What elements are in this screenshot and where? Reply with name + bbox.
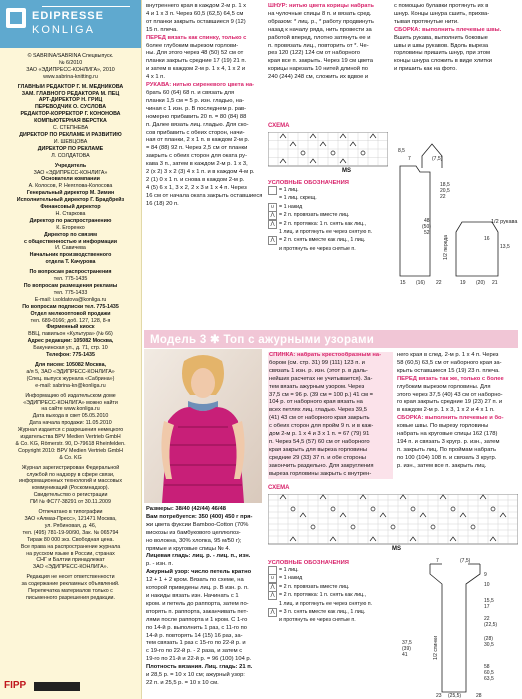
imprint-line: «ЭДИПРЕСС-КОНЛИГА» можно найти — [23, 399, 118, 406]
col2_mid-line: п. Через 54,5 (57) 60 см от наборного — [269, 438, 370, 445]
imprint-line: Журнал зарегистрирован Федеральной — [21, 464, 120, 471]
imprint-line: Редакция не несет ответственности — [26, 574, 115, 581]
legend-row — [268, 211, 394, 219]
svg-text:52: 52 — [424, 230, 430, 236]
col3_top-line: горловины пришить шнур, при этом — [394, 50, 490, 57]
imprint-line: Исполнительный директор Г. Брадбрейз — [16, 197, 125, 204]
col2_mid-line: 104 р. от наборного края вязать на — [269, 399, 363, 406]
col1_top-line: 15 п. плеча. — [146, 26, 178, 33]
imprint-line: Отдел мелкооптовой продажи — [30, 310, 111, 317]
imprint-line: Основатели компании — [41, 176, 100, 183]
imprint-line: E-mail: i.soldatova@konliga.ru — [34, 296, 107, 303]
publisher-logo-band — [0, 0, 141, 48]
col2_mid-line: 37,5 см = 96 р. (39 см = 100 р.) 41 см = — [269, 391, 373, 398]
knit-chart-1 — [268, 132, 388, 172]
imprint-line: Тираж 80 000 экз. Свободная цена. — [27, 536, 114, 543]
legend-text: = 2 п. протяжка: 1 п. снять как лиц., — [279, 220, 367, 227]
col1_top-line: 4 (5) 6 х 1, 3 х 2, 2 х 3 и 1 х 4 п. Через — [146, 184, 247, 191]
imprint-line: С. СТЕПНЕВА — [52, 125, 89, 132]
imprint-line: Генеральный директор М. Зимин — [26, 190, 115, 197]
spec-line: лями после раппорта и 1 кром. С 1-го — [146, 616, 248, 623]
col1_top-line: планки закрыть средние 17 (19) 21 п. — [146, 58, 247, 65]
imprint-line: Перепечатка материалов только с — [28, 588, 113, 595]
col1_top-line: 16 см от начала окатa закрыть оставшиеся — [146, 192, 263, 199]
col3_mid-line: го края закрыть средние 19 (23) 27 п. и — [397, 399, 503, 406]
col2_mid-line: дом 2-м р. 1 х 4 и 3 х 1 п. = 67 (79) 91 — [269, 431, 370, 438]
imprint-line: АРТ-ДИРЕКТОР Н. ГРИЦ — [38, 97, 103, 104]
svg-text:48: 48 — [424, 218, 430, 224]
svg-text:(50): (50) — [422, 224, 431, 230]
imprint-line: РЕДАКТОР-КОРРЕКТОР Г. КОНОНОВА — [20, 111, 121, 118]
legend-text: 1 лиц. и протянуть ее через снятую п. — [279, 600, 373, 607]
imprint-line: тел. (495) 781-19-90/90, Зак. № 065794 — [22, 529, 119, 536]
legend-row — [268, 236, 394, 244]
spec-line: по 14-й р. выполнить 1 раз, с 11-го по — [146, 624, 247, 631]
col1_top-line: 2 (1) 0 х 1 п. и снова в каждом 2-м р. — [146, 176, 245, 183]
col1_top-line: планки 1,5 см = 5 р. изн. гладью, на- — [146, 97, 245, 104]
legend-symbol-icon: ∪ — [268, 574, 277, 583]
text-column-1 — [146, 3, 264, 209]
imprint-line: Л. СОЛДАТОВА — [51, 152, 90, 159]
legend-2 — [268, 560, 398, 625]
legend-row — [268, 608, 398, 616]
imprint-line: Телефон: 775-1435 — [46, 352, 95, 359]
legend-symbol-icon: ⋀ — [268, 608, 277, 617]
publisher-logo-icon — [6, 8, 26, 28]
svg-text:(28): (28) — [484, 636, 493, 642]
imprint-line: информационных технологий и массовых — [18, 478, 123, 485]
svg-text:(16): (16) — [416, 280, 425, 286]
col1_top-line: РУКАВА: нитью сиреневого цвета на- — [146, 82, 255, 89]
svg-text:28: 28 — [476, 693, 482, 698]
imprint-line: Н. Старкова — [55, 210, 86, 217]
col1_top-line: кава 3 п., затем в каждом 2-м р. 1 х 3, — [146, 161, 248, 168]
svg-text:15,5: 15,5 — [484, 598, 494, 604]
svg-text:(25,5): (25,5) — [448, 693, 462, 698]
legend-row — [268, 245, 394, 253]
svg-text:(7,5): (7,5) — [432, 156, 443, 162]
svg-text:37,5: 37,5 — [402, 640, 412, 646]
col1_top-line: более глубоким вырезом горлови- — [146, 42, 239, 49]
svg-text:(7,5): (7,5) — [460, 558, 471, 564]
col2_mid-line: нейших расчетах не учитывается). За- — [269, 375, 373, 382]
col1_top-line: от планки закрыть оставшиеся 9 (12) — [146, 18, 246, 25]
col3_mid-line: набрать на круговые спицы 162 (178) — [397, 431, 498, 438]
col3_mid-line: по 100 (104) 108 п. и связать 3 кругр. — [397, 454, 497, 461]
svg-text:41: 41 — [402, 652, 408, 658]
imprint-line: А. Колосов, Р. Неяглова-Колосова — [28, 183, 113, 190]
svg-text:20,5: 20,5 — [440, 188, 450, 194]
imprint-line: ПИ № ФС77-38291 от 30.11.2009 — [30, 499, 111, 506]
svg-text:30,5: 30,5 — [484, 642, 494, 648]
col2_mid-line: всех петлях лиц. гладью. Через 39,5 — [269, 407, 367, 414]
col2_mid-line: средние 29 (33) 37 п. и обе стороны — [269, 454, 366, 461]
col1_top-line: чиная с 1 изн. р. В последнем р. рав- — [146, 105, 247, 112]
svg-text:22: 22 — [484, 616, 490, 622]
legend-text: = 1 лиц. скрещ. — [279, 195, 317, 202]
col1_top-line: и затем в каждом 2-м р. 1 х 4, 1 х 2 и — [146, 66, 246, 73]
svg-text:21: 21 — [492, 280, 498, 286]
spec-line: но волокна, 30% хлопка, 95 м/50 г); — [146, 537, 242, 544]
spec-line: р. - изн. п. — [146, 561, 174, 568]
model-3-banner — [144, 330, 518, 348]
col3_mid-line: 58 (60,5) 63,5 см от наборного края за- — [397, 359, 502, 366]
imprint-line: & Co. KG, Römerstr. 90, D-79618 Rheinfelden. — [15, 440, 126, 447]
schema-label-1: СХЕМА — [268, 123, 290, 129]
bottom-logos — [4, 680, 136, 694]
legend-row — [268, 600, 398, 608]
sleeve-label: 1/2 рукава — [491, 219, 518, 225]
legend-symbol-icon: ∪ — [268, 203, 277, 212]
col1_top-line: внутреннего края в каждом 2-м р. 1 х — [146, 3, 247, 9]
col3_mid-line: 194 п. и связать 3 кругр. р. изн., затем — [397, 438, 500, 445]
imprint-line: тел. 775-1433 — [53, 289, 88, 296]
col3_top-line: шнур. Концы шнура сшить, прихва- — [394, 10, 490, 17]
imprint-line: на сайте www.konliga.ru — [41, 406, 100, 413]
legend-row — [268, 566, 398, 574]
col3_top-line: швы и швы рукавов. Вдоль выреза — [394, 42, 489, 49]
col1_top-line: сов прибавить с обеих сторон, начи- — [146, 129, 245, 136]
legend-title-1: УСЛОВНЫЕ ОБОЗНАЧЕНИЯ — [268, 180, 349, 186]
col1_top-line: ны. Для этого через 48 (50) 52 см от — [146, 50, 244, 57]
col1_top-line: 4 х 1 п. — [146, 74, 165, 81]
spec-line: вискозы из бамбукового целлюлоз- — [146, 529, 241, 536]
spec-line: которой приведены лиц. р. В изн. р. п. — [146, 585, 249, 592]
barcode-logo-icon — [34, 682, 80, 691]
svg-text:22: 22 — [440, 194, 446, 200]
imprint-line: Для писем: 105082 Москва, — [34, 361, 107, 368]
col3_mid-line: него края в след. 2-м р. 1 х 4 п. Через — [397, 352, 499, 358]
half-back-label: 1/2 спинки — [433, 635, 439, 660]
legend-row — [268, 203, 394, 211]
col2_top-line: образом: * лиц. р., * работу продвинуть — [268, 18, 374, 25]
col3_top-line: и пришить как на фото. — [394, 66, 457, 73]
svg-text:(20): (20) — [476, 280, 485, 286]
spec-line: 12 + 1 + 2 кром. Вязать по схеме, на — [146, 577, 244, 584]
svg-text:58: 58 — [484, 664, 490, 670]
svg-text:15: 15 — [400, 280, 406, 286]
imprint-line: с общественностью и информации — [23, 238, 117, 245]
spec-line: жи цвета фуксии Bamboo-Cotton (70% — [146, 521, 249, 528]
spec-line: вторять п. раппорта, заканчивать пет- — [146, 608, 249, 615]
imprint-line: По вопросам распространения — [29, 269, 112, 276]
col3_top-line: СБОРКА: выполнить плечевые швы. — [394, 26, 502, 33]
imprint-line: ПЕРЕВОДЧИК О. СУСЛОВА — [34, 104, 107, 111]
imprint-line: ГЛАВНЫЙ РЕДАКТОР Г. М. МЕДНИКОВА — [17, 83, 124, 90]
col1_top-line: номерно прибавить 20 п. = 80 (84) 88 — [146, 113, 247, 120]
spec-line: и 28,5 р. = 10 х 10 см; ажурный узор: — [146, 672, 245, 679]
col1_top-line: ная от планки, 2 х 1 п. в каждом 2-м р. — [146, 137, 250, 144]
col3_mid-line: п. закрыть лиц. По проймам набрать — [397, 446, 496, 453]
imprint-line: отдела Т. Качурова — [45, 259, 96, 266]
imprint-line: По вопросам размещения рекламы — [23, 283, 118, 289]
col2_mid-line: края закрыть для выреза горловины — [269, 446, 367, 453]
imprint-line: e-mail: sabrina-kn@konliga.ru — [35, 382, 106, 389]
specs-column — [146, 506, 264, 688]
imprint-line: Copyright 2010: BPV Medien Vertrieb GmbH — [18, 447, 123, 454]
col3_top-line: Вшить рукава, выполнить боковые — [394, 34, 488, 41]
col2_mid-line: бором (см. стр. 31) 99 (111) 123 п. и — [269, 359, 365, 366]
legend-row — [268, 186, 394, 194]
col2_top-line: корицы нарезать 10 нитей длиной по — [268, 66, 368, 73]
svg-text:8,5: 8,5 — [398, 148, 405, 154]
col3_top-line: концы шнура сложить в виде хлитки — [394, 58, 492, 65]
col3_top-line: с помощью булавки протянуть их в — [394, 3, 489, 9]
col1_top-line: 2 (х 2) 3 х 2 (3) 4 х 1 п. и в каждом 4-м р. — [146, 169, 255, 176]
spec-line: 14-й р. повторять 14 (15) 16 раз, за- — [146, 632, 243, 639]
legend-symbol-icon: ⋀ — [268, 236, 277, 245]
text-column-2-mid — [268, 352, 393, 479]
imprint-line: тел. 689-0166; доб. 127, 128, 8-я — [30, 317, 111, 324]
half-front-label-1: 1/2 переда — [443, 235, 449, 260]
legend-symbol-icon: ⋀ — [268, 220, 277, 229]
imprint-line: СНГ и Балтии принадлежат — [36, 557, 105, 564]
col2_top-line: ШНУР: нитью цвета корицы набрать — [268, 3, 374, 9]
legend-row — [268, 583, 398, 591]
col3_mid-line: в каждом 2-м р. 1 х 3, 1 х 2 и 4 х 1 п. — [397, 407, 495, 414]
imprint-line: ул. Рябиновая, д. 46, — [44, 522, 97, 529]
imprint-line: Дата выхода в свет 05.05.2010 — [32, 413, 109, 420]
top-pattern-diagram — [400, 556, 518, 698]
legend-title-2: УСЛОВНЫЕ ОБОЗНАЧЕНИЯ — [268, 560, 349, 566]
svg-text:(39): (39) — [402, 646, 411, 652]
legend-row — [268, 194, 394, 202]
legend-symbol-icon: ⋀ — [268, 211, 277, 220]
spec-line: Лицевая гладь: лиц. р. - лиц. п., изн. — [146, 553, 251, 560]
legend-text: 1 лиц. и протянуть ее через снятую п. — [279, 228, 373, 235]
svg-text:60,5: 60,5 — [484, 670, 494, 676]
col1_top-line: закрыть с обеих сторон для окатa ру- — [146, 153, 248, 160]
spec-line: Размеры: 38/40 (42/44) 46/48 — [146, 506, 226, 512]
imprint-line: Дата начала продажи: 11.05.2010 — [29, 420, 112, 427]
spec-line: и накиды вязать изн. Начинать с 1 — [146, 592, 239, 599]
col3_mid-line: СБОРКА: выполнить плечевые и бо- — [397, 415, 504, 422]
imprint-line: ЗАО «ЭДИПРЕСС-КОНЛИГА», 2010 — [26, 66, 115, 73]
col1_top-line: ПЕРЕД вязать как спинку, только с — [146, 34, 247, 41]
imprint-line: Директор по распространению — [29, 217, 112, 224]
spec-line: 19-го по 21-й и 22-й р. = 96 (100) 104 р. — [146, 656, 252, 663]
col1_top-line: 4 и 1 х 3 п. Через 60,5 (62,5) 64,5 см — [146, 10, 244, 17]
col3_mid-line: крыть оставшиеся 15 (19) 23 п. плеча. — [397, 367, 500, 374]
col2_top-line: п. провязать лиц., повторить от *. Че- — [268, 42, 369, 49]
legend-row — [268, 591, 398, 599]
legend-1-items — [268, 186, 394, 253]
col1_top-line: = 84 (88) 92 п. Через 2,5 см от планки — [146, 145, 248, 152]
imprint-line: Начальник производственного — [29, 252, 112, 259]
imprint-line: И. Савичева — [55, 245, 86, 252]
legend-text: и протянуть ее через снятые п. — [279, 617, 356, 624]
sleeve-pattern-diagram — [396, 72, 518, 290]
col3_top-line: тывая протянутые нити. — [394, 18, 459, 25]
legend-2-items — [268, 566, 398, 625]
legend-text: и протянуть ее через снятые п. — [279, 245, 356, 252]
col3_mid-line: р. изн., затем все п. закрыть лиц. — [397, 462, 487, 469]
col2_top-line: на чулочные спицы 8 п. и вязать сред. — [268, 10, 372, 17]
legend-row — [268, 574, 398, 582]
legend-symbol-icon: ⋀ — [268, 591, 277, 600]
ms-label-2: MS — [392, 546, 401, 552]
fipp-logo: FIPP — [4, 680, 27, 691]
imprint-line: Журнал издается с разрешения немецкого — [17, 427, 124, 434]
spec-line: тем связать 1 раз с 15-го по 22-й р. и — [146, 640, 246, 647]
imprint-line: К. Егоренко — [56, 224, 85, 231]
imprint-line: Свидетельство о регистрации — [33, 492, 108, 499]
spec-line: кром. и петель до раппорта, затем по- — [146, 600, 249, 607]
imprint-line: Учредитель — [54, 162, 87, 169]
imprint-line: Информацию об издательском доме — [25, 392, 116, 399]
text-column-2 — [268, 3, 391, 82]
col2_mid-line: закончить раздельно. Для закругления — [269, 462, 374, 469]
spec-line: прямые и круговые спицы № 4. — [146, 545, 231, 552]
col2_top-line: назад к началу ряда, нить провести за — [268, 26, 372, 33]
col2_top-line: работой вперед, плотно затянуть ее и — [268, 34, 371, 41]
col2_top-line: 240 (244) 248 см, сложить их вдвое и — [268, 74, 369, 81]
col3_mid-line: этого через 37,5 (40) 43 см от наборно- — [397, 391, 503, 398]
legend-symbol-icon: ⋀ — [268, 583, 277, 592]
legend-text: = 1 накид — [279, 575, 303, 582]
svg-text:22: 22 — [436, 280, 442, 286]
imprint-line: а/я 5, ЗАО «ЭДИПРЕСС-КОНЛИГА» — [26, 368, 115, 375]
ms-label-1: MS — [342, 168, 351, 174]
svg-text:10: 10 — [484, 582, 490, 588]
legend-text: = 2 п. провязать вместе лиц. — [279, 583, 350, 590]
spec-line: Плотность вязания. Лиц. гладь: 21 п. — [146, 664, 253, 671]
imprint-text — [3, 53, 138, 602]
legend-row — [268, 616, 398, 624]
knit-chart-2 — [268, 494, 518, 550]
legend-text: = 1 лиц. — [279, 187, 299, 193]
imprint-column — [0, 0, 142, 699]
col3_mid-line: ПЕРЕД вязать так же, только с более — [397, 375, 504, 382]
imprint-line: ЗАО «ЭДИПРЕСС-КОНЛИГА». — [32, 564, 109, 571]
imprint-line: ЗАМ. ГЛАВНОГО РЕДАКТОРА М. ПЕЦ — [21, 90, 120, 97]
imprint-line: Все права на распространение журнала — [20, 543, 121, 550]
imprint-line: Бакунинская ул., д. 71, стр. 10 — [33, 345, 108, 352]
text-column-3 — [394, 3, 519, 74]
imprint-line: И. ШЕВЦОВА — [53, 138, 88, 145]
imprint-line: службой по надзору в сфере связи, — [26, 471, 115, 478]
imprint-line: ЗАО «Алмаз-Пресс», 121471 Москва, — [24, 516, 117, 522]
imprint-line: & Co. KG — [59, 454, 82, 461]
imprint-line: КОМПЬЮТЕРНАЯ ВЕРСТКА — [34, 118, 107, 125]
imprint-line: № 6/2010 — [58, 59, 83, 66]
imprint-line: ДИРЕКТОР ПО РЕКЛАМЕ И РАЗВИТИЮ — [19, 131, 122, 138]
col2_mid-line: связать 1 изн. р. изн. (этот р. в даль- — [269, 367, 368, 374]
col2_mid-line: с обеих сторон для пройм 9 п. и в каж- — [269, 423, 374, 430]
svg-text:13,5: 13,5 — [500, 244, 510, 250]
logo-text-2: KONLIGA — [32, 24, 95, 36]
imprint-line: Финансовый директор — [40, 204, 101, 211]
spec-line: Ажурный узор: число петель кратно — [146, 569, 252, 576]
logo-rule — [42, 6, 130, 7]
imprint-line: за содержание рекламных объявлений. — [21, 581, 120, 588]
col2_mid-line: (41) 43 см от наборного края закрыть — [269, 415, 370, 422]
col2_mid-line: СПИНКА: набрать крестообразным на- — [269, 352, 382, 358]
col2_mid-line: выреза горловины закрыть с внутрен- — [269, 470, 372, 477]
svg-text:(22,5): (22,5) — [484, 622, 498, 628]
legend-text: = 2 п. провязать вместе лиц. — [279, 212, 350, 219]
imprint-line: письменного разрешения редакции. — [26, 594, 115, 601]
imprint-line: (Спец. выпуск журнала «Сабрина») — [26, 375, 115, 382]
col2_mid-line: тем вязать ажурным узором. Через — [269, 383, 365, 390]
imprint-line: Отпечатано в типографии — [38, 509, 103, 516]
svg-text:23: 23 — [436, 693, 442, 698]
imprint-line: Директор по связям — [43, 231, 98, 238]
svg-text:16: 16 — [484, 236, 490, 242]
col1_top-line: брать 60 (64) 68 п. и связать для — [146, 89, 235, 96]
imprint-line: Адрес редакции: 105082 Москва, — [27, 338, 114, 345]
svg-text:7: 7 — [408, 156, 411, 162]
legend-row — [268, 228, 394, 236]
imprint-line: на русском языке в России, странах — [26, 550, 115, 557]
legend-text: = 2 п. протяжка: 1 п. снять как лиц., — [279, 592, 367, 599]
imprint-line: ЗАО «ЭДИПРЕСС-КОНЛИГА» — [33, 169, 108, 176]
svg-text:7: 7 — [436, 558, 439, 564]
imprint-line: ДИРЕКТОР ПО РЕКЛАМЕ — [37, 145, 104, 152]
legend-text: = 1 лиц. — [279, 567, 299, 573]
text-column-3-mid — [397, 352, 519, 471]
col2_top-line: рез 120 (122) 124 см от наборного — [268, 50, 360, 57]
legend-row — [268, 220, 394, 228]
imprint-line: Фирменный киоск — [46, 324, 95, 331]
imprint-line: издательства BPV Medien Vertrieb GmbH — [20, 434, 121, 441]
legend-text: = 3 п. снять вместе как лиц., 1 лиц. — [279, 608, 366, 615]
legend-text: = 1 накид — [279, 203, 303, 210]
col1_top-line: п. Далее вязать лиц. гладью. Для ско- — [146, 121, 249, 128]
legend-1 — [268, 180, 394, 253]
spec-line: с 19-го по 22-й р. - 2 раза, и затем с — [146, 648, 243, 655]
imprint-line: тел. 775-1435 — [53, 276, 88, 283]
imprint-line: коммуникаций (Роскомнадзор). — [31, 485, 110, 492]
model-photo — [144, 349, 262, 503]
schema-label-2: СХЕМА — [268, 485, 290, 491]
col2_top-line: края все п. закрыть. Через 19 см цвета — [268, 58, 373, 65]
col3_mid-line: глубоким вырезом горловины. Для — [397, 383, 491, 390]
svg-text:18,5: 18,5 — [440, 182, 450, 188]
imprint-line: www.sabrina-knitting.ru — [43, 73, 98, 80]
spec-line: Вам потребуется: 350 (400) 450 г пря- — [146, 513, 253, 520]
spec-line: 22 п. и 25,5 р. = 10 х 10 см. — [146, 679, 219, 686]
logo-text-1: EDIPRESSE — [32, 10, 104, 22]
svg-text:19: 19 — [460, 280, 466, 286]
imprint-line: ВВЦ, павильон «Культура» (№ 66) — [28, 331, 113, 338]
svg-text:17: 17 — [484, 604, 490, 610]
model-3-title: Модель 3 ✱ Топ с ажурными узорами — [150, 334, 375, 346]
svg-text:9: 9 — [484, 572, 487, 578]
col1_top-line: 16 (18) 20 п. — [146, 200, 179, 207]
col3_mid-line: ковые швы. По вырезу горловины — [397, 423, 489, 430]
imprint-line: По вопросам подписки тел. 775-1435 — [22, 303, 119, 310]
legend-text: = 2 п. снять вместе как лиц., 1 лиц. — [279, 237, 366, 244]
svg-text:63,5: 63,5 — [484, 676, 494, 682]
imprint-line: © SABRINA/SABRINA Спецвыпуск. — [27, 53, 114, 59]
